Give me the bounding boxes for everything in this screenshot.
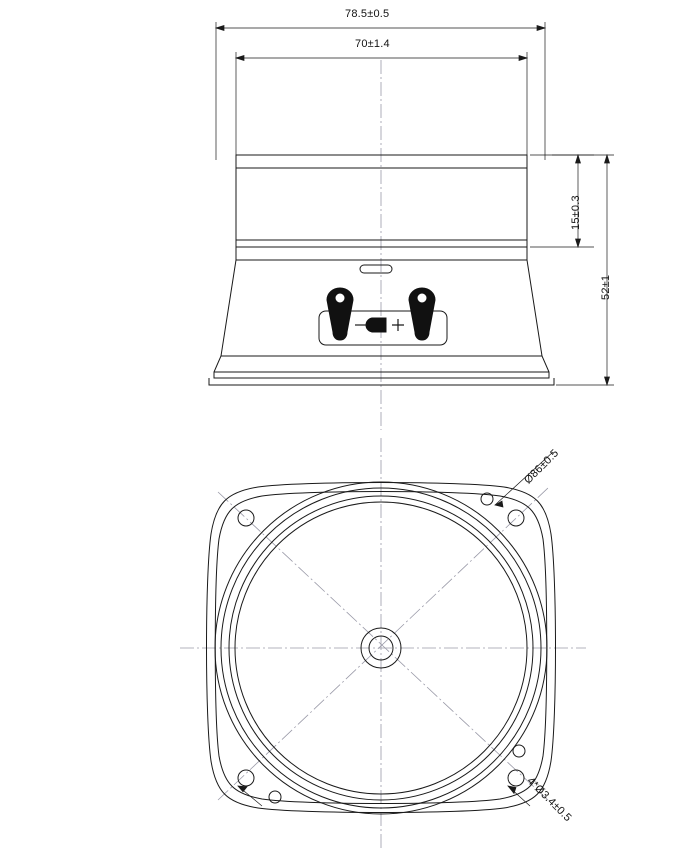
mounting-hole-secondary-bottom-left (269, 791, 281, 803)
arrow-rim-height-top (576, 155, 581, 163)
arrow-overall-width-right (537, 26, 545, 31)
dimension-mounting-width-label: 70±1.4 (355, 38, 390, 50)
vent-slot (360, 265, 392, 273)
dimension-rim-height-label: 15±0.3 (570, 195, 582, 230)
arrow-mount-width-left (236, 56, 244, 61)
mounting-hole-bottom-right (508, 770, 524, 786)
arrow-rim-height-bottom (576, 239, 581, 247)
dimension-mounting-holes-label: 4*Ø3.4±0.5 (524, 775, 574, 825)
mounting-hole-secondary-right (513, 745, 525, 757)
gasket-outline (209, 378, 554, 385)
diagonal-centerline-2 (218, 492, 548, 800)
terminal-stud-right (372, 318, 386, 332)
arrow-overall-height-bottom (605, 377, 610, 385)
arrow-mount-width-right (519, 56, 527, 61)
arrow-overall-height-top (605, 155, 610, 163)
mounting-hole-bottom-left (238, 770, 254, 786)
side-view-geometry (209, 155, 554, 385)
arrow-overall-width-left (216, 26, 224, 31)
arrow-mounting-holes-left (238, 786, 247, 792)
mounting-hole-top-left (238, 510, 254, 526)
arrow-cone-diameter (495, 501, 503, 507)
mounting-hole-top-right (508, 510, 524, 526)
dimension-cone-diameter-label: Ø86±0.5 (522, 447, 562, 487)
terminal-hole-negative (335, 293, 345, 303)
terminal-hole-positive (417, 293, 427, 303)
magnet-top-block (236, 155, 527, 260)
polarity-plus-mark (392, 319, 404, 331)
dimension-overall-height-label: 52±1 (600, 274, 612, 300)
dimension-overall-width-label: 78.5±0.5 (345, 8, 390, 20)
dimension-lines-bottom-view (238, 452, 553, 806)
centerlines (180, 60, 586, 850)
